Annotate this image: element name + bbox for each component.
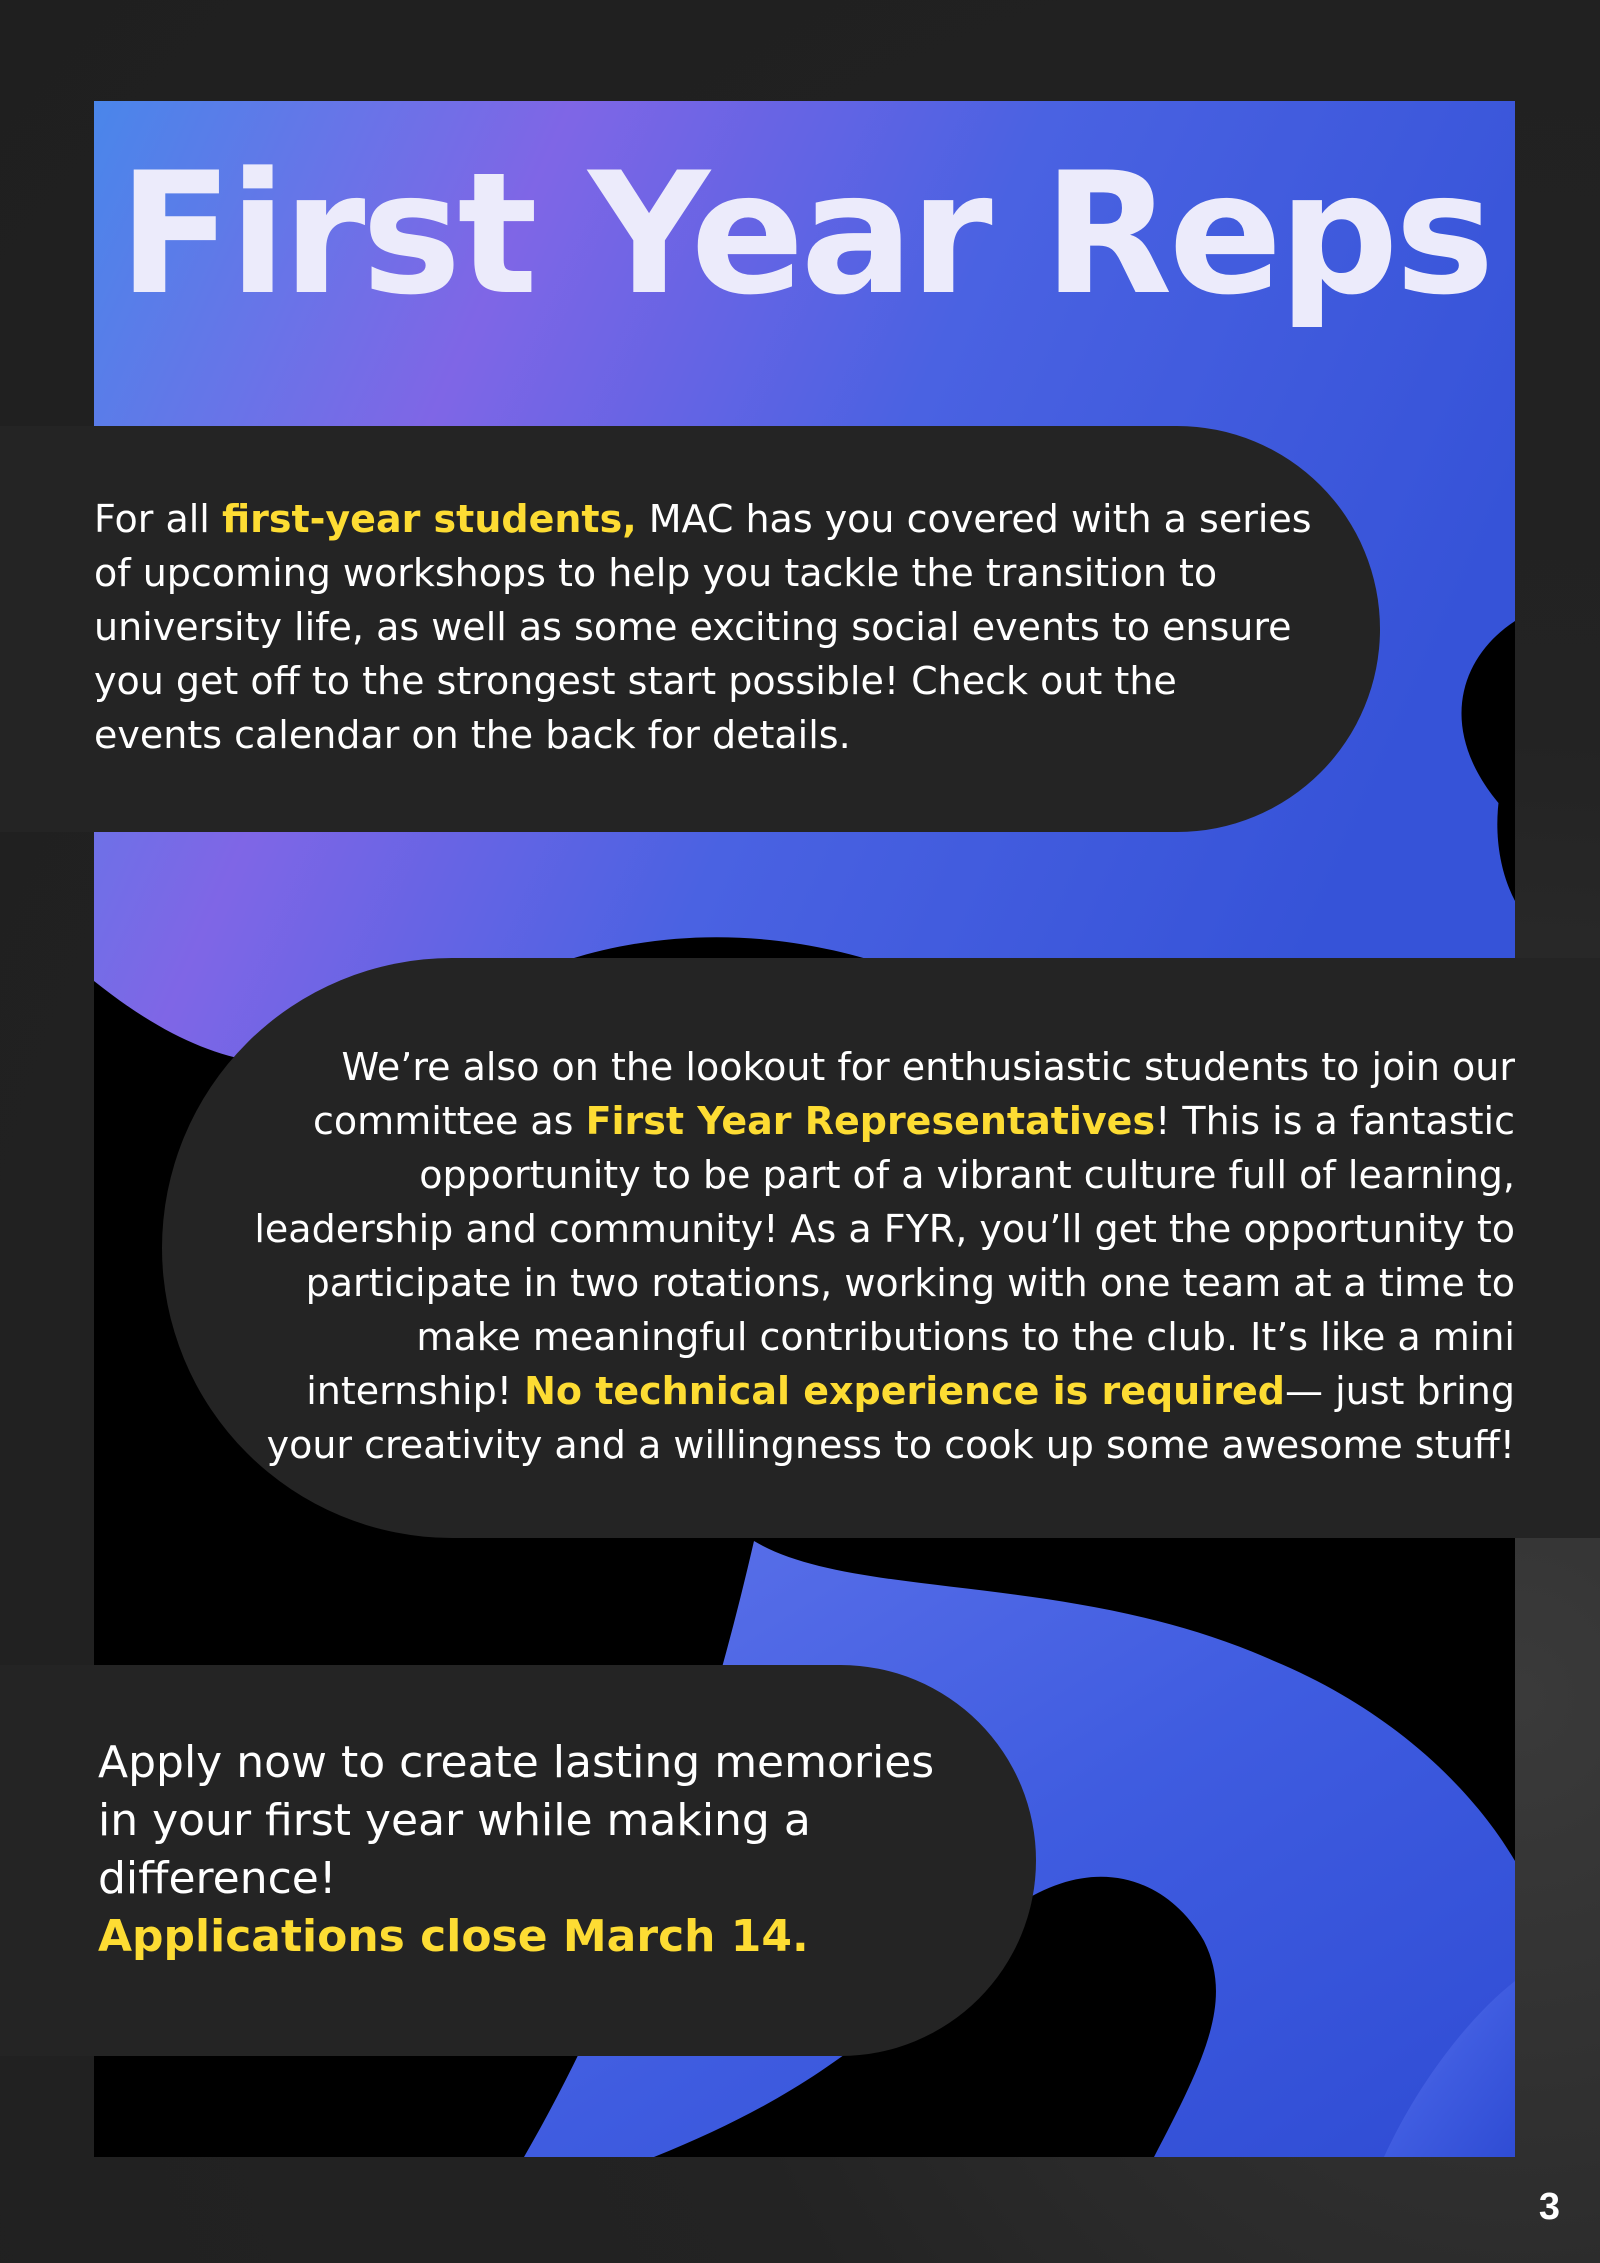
recruit-rest: — just bring your creativity and a willingness to cook up some awesome stuff! — [266, 1369, 1515, 1467]
intro-paragraph — [94, 492, 1314, 762]
recruit-lead: We’re also on the lookout for enthusiastic students to join our committee as — [313, 1045, 1515, 1143]
apply-text: Apply now to create lasting memories in your first year while making a difference! — [98, 1737, 935, 1904]
recruit-middle: ! This is a fantastic opportunity to be part of a vibrant culture full of learning, leadership and community! As a FYR, you’ll get the opportunity to participate in two rotations, working with one team at a time to make meaningful contributions to the club. It’s like a mini internship! — [254, 1099, 1515, 1413]
intro-highlight: first-year students, — [221, 497, 637, 541]
recruit-paragraph — [230, 1040, 1515, 1472]
intro-rest: MAC has you covered with a series of upcoming workshops to help you tackle the transition to university life, as well as some exciting social events to ensure you get off to the strongest start possible! Check out the events calendar on the back for details. — [94, 497, 1312, 757]
recruit-highlight-role: First Year Representatives — [585, 1099, 1156, 1143]
apply-deadline: Applications close March 14. — [98, 1911, 809, 1962]
page-number: 3 — [1538, 2186, 1560, 2228]
intro-lead: For all — [94, 497, 222, 541]
page-title: First Year Reps — [118, 136, 1491, 332]
apply-paragraph — [98, 1734, 958, 1966]
recruit-highlight-requirement: No technical experience is required — [524, 1369, 1285, 1413]
